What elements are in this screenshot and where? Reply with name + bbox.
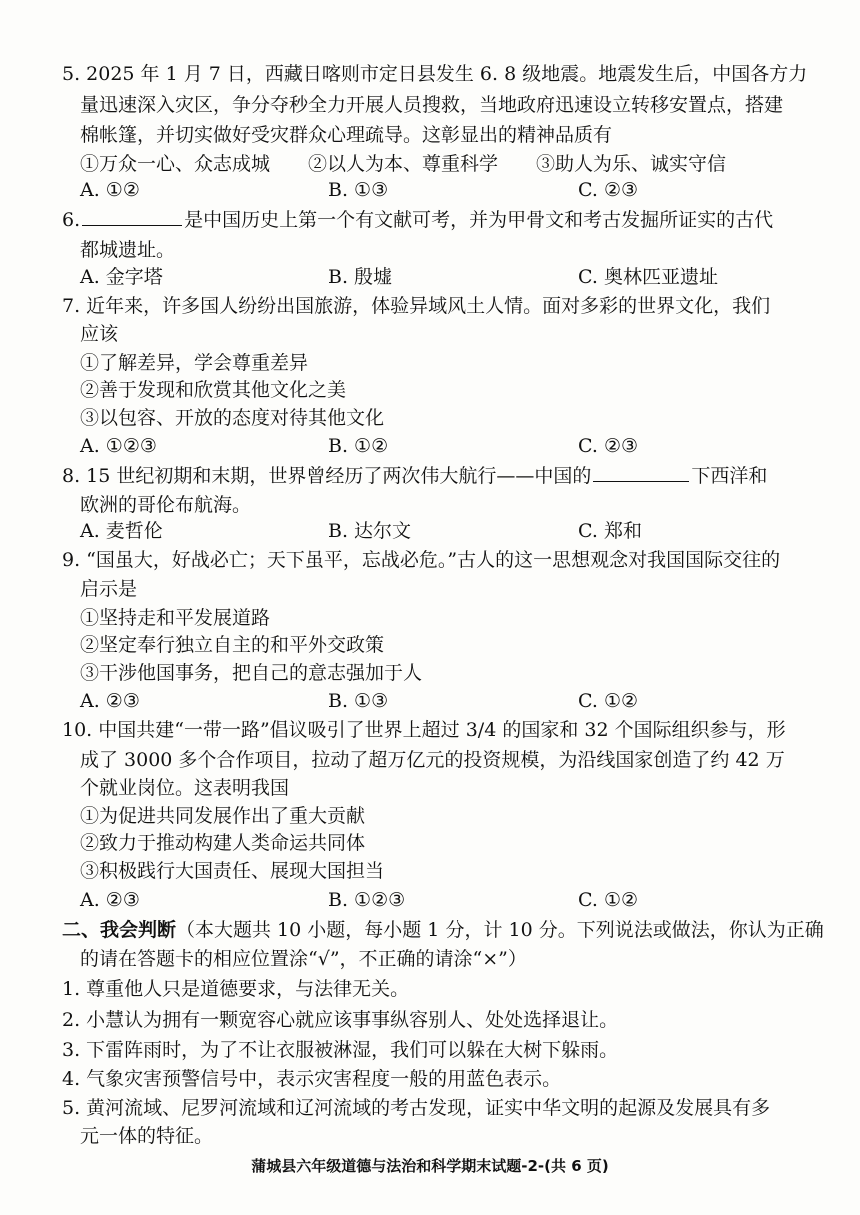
q7-option-b: B. ①②	[328, 435, 389, 457]
q7-item-1: ①了解差异，学会尊重差异	[80, 352, 309, 374]
q8-option-b: B. 达尔文	[328, 520, 412, 542]
section-2-header	[62, 916, 824, 944]
q10-option-b: B. ①②③	[328, 889, 406, 911]
q7-line-2: 应该	[80, 323, 119, 345]
q8-option-c: C. 郑和	[578, 520, 642, 542]
q8-line-2: 欧洲的哥伦布航海。	[80, 494, 252, 516]
q7-option-a: A. ①②③	[80, 435, 157, 457]
q9-option-b: B. ①③	[328, 690, 389, 712]
q9-option-a: A. ②③	[80, 690, 140, 712]
q5-line-2: 量迅速深入灾区，争分夺秒全力开展人员搜救，当地政府迅速设立转移安置点，搭建	[80, 94, 784, 116]
q10-item-2: ②致力于推动构建人类命运共同体	[80, 832, 366, 854]
q8-text-b: 下西洋和	[691, 465, 768, 487]
judge-item-2: 2. 小慧认为拥有一颗宽容心就应该事事纵容别人、处处选择退让。	[62, 1009, 619, 1031]
q5-option-b: B. ①③	[328, 179, 389, 201]
q8-text-a: 8. 15 世纪初期和末期，世界曾经历了两次伟大航行——中国的	[62, 465, 592, 487]
q7-line-1: 7. 近年来，许多国人纷纷出国旅游，体验异域风土人情。面对多彩的世界文化，我们	[62, 295, 771, 317]
q8-option-a: A. 麦哲伦	[80, 520, 163, 542]
q5-line-3: 棉帐篷，并切实做好受灾群众心理疏导。这彰显出的精神品质有	[80, 124, 613, 146]
q6-option-a: A. 金字塔	[80, 266, 163, 288]
q10-option-a: A. ②③	[80, 889, 140, 911]
q10-line-1: 10. 中国共建“一带一路”倡议吸引了世界上超过 3/4 的国家和 32 个国际组织参与，形	[62, 719, 786, 741]
q6-line-2: 都城遗址。	[80, 239, 176, 261]
judge-item-3: 3. 下雷阵雨时，为了不让衣服被淋湿，我们可以躲在大树下躲雨。	[62, 1039, 619, 1061]
judge-item-4: 4. 气象灾害预警信号中，表示灾害程度一般的用蓝色表示。	[62, 1068, 562, 1090]
q10-item-1: ①为促进共同发展作出了重大贡献	[80, 805, 366, 827]
q9-option-c: C. ①②	[578, 690, 639, 712]
q7-item-2: ②善于发现和欣赏其他文化之美	[80, 379, 347, 401]
q8-line-1	[62, 462, 767, 490]
q9-line-2: 启示是	[80, 578, 138, 600]
section-2-title: 二、我会判断	[62, 919, 177, 941]
q9-item-3: ③干涉他国事务，把自己的意志强加于人	[80, 662, 423, 684]
page-footer: 蒲城县六年级道德与法治和科学期末试题-2-(共 6 页)	[251, 1157, 609, 1175]
q5-option-c: C. ②③	[578, 179, 639, 201]
q6-option-c: C. 奥林匹亚遗址	[578, 266, 718, 288]
q6-line-1	[62, 206, 773, 234]
q5-line-1: 5. 2025 年 1 月 7 日，西藏日喀则市定日县发生 6. 8 级地震。地震发生后，中国各方力	[62, 63, 808, 85]
judge-item-5: 5. 黄河流域、尼罗河流域和辽河流域的考古发现，证实中华文明的起源及发展具有多	[62, 1097, 771, 1119]
judge-item-5-cont: 元一体的特征。	[80, 1125, 214, 1147]
q7-item-3: ③以包容、开放的态度对待其他文化	[80, 407, 385, 429]
q9-line-1: 9. “国虽大，好战必亡；天下虽平，忘战必危。”古人的这一思想观念对我国国际交往的	[62, 549, 781, 571]
q6-option-b: B. 殷墟	[328, 266, 393, 288]
q10-option-c: C. ①②	[578, 889, 639, 911]
judge-item-1: 1. 尊重他人只是道德要求，与法律无关。	[62, 978, 410, 1000]
q9-item-2: ②坚定奉行独立自主的和平外交政策	[80, 634, 385, 656]
q6-text: 是中国历史上第一个有文献可考，并为甲骨文和考古发掘所证实的古代	[184, 209, 774, 231]
q10-line-2: 成了 3000 多个合作项目，拉动了超万亿元的投资规模，为沿线国家创造了约 42 万	[80, 749, 785, 771]
q7-option-c: C. ②③	[578, 435, 639, 457]
q10-line-3: 个就业岗位。这表明我国	[80, 777, 290, 799]
q8-blank	[593, 463, 689, 482]
q6-number: 6.	[62, 209, 81, 231]
section-2-instructions-1: （本大题共 10 小题，每小题 1 分，计 10 分。下列说法或做法，你认为正确	[176, 919, 824, 941]
q9-item-1: ①坚持走和平发展道路	[80, 607, 271, 629]
q5-option-a: A. ①②	[80, 179, 140, 201]
q10-item-3: ③积极践行大国责任、展现大国担当	[80, 860, 385, 882]
q6-blank	[82, 207, 182, 226]
section-2-instructions-2: 的请在答题卡的相应位置涂“√”，不正确的请涂“×”）	[80, 948, 527, 970]
q5-items: ①万众一心、众志成城 ②以人为本、尊重科学 ③助人为乐、诚实守信	[80, 153, 727, 175]
